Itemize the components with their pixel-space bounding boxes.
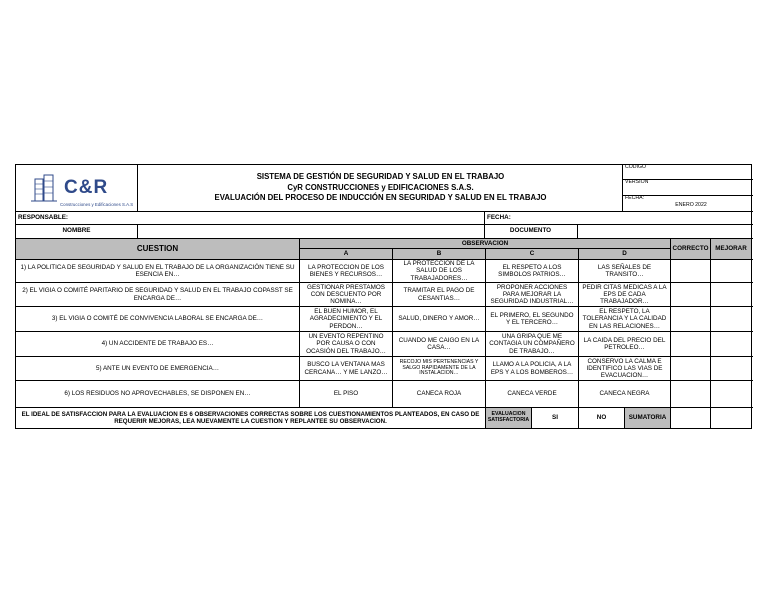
question-2: 2) EL VIGIA O COMITÉ PARITARIO DE SEGURIDAD Y SALUD EN EL TRABAJO COPASST SE ENCARGA DE… — [22, 287, 293, 302]
mejorar-4[interactable] — [711, 332, 751, 356]
question-3: 3) EL VIGIA O COMITÉ DE CONVIVENCIA LABORAL SE ENCARGA DE… — [51, 315, 264, 323]
option-4b[interactable]: CUANDO ME CAIGO EN LA CASA… — [398, 336, 480, 351]
option-4d[interactable]: LA CAIDA DEL PRECIO DEL PETROLEO… — [583, 336, 666, 351]
nombre-label: NOMBRE — [62, 227, 91, 235]
option-6d[interactable]: CANECA NEGRA — [599, 389, 650, 397]
logo-tagline: Construcciones y Edificaciones S.A.S — [60, 202, 134, 207]
evaluacion-label: EVALUACION SATISFACTORIA — [486, 408, 531, 428]
correcto-2[interactable] — [671, 283, 710, 306]
evaluation-form — [15, 164, 752, 429]
fecha-header-value: ENERO 2022 — [675, 202, 707, 208]
option-3d[interactable]: EL RESPETO, LA TOLERANCIA Y LA CALIDAD EN LAS RELACIONES… — [582, 308, 667, 330]
mejorar-1[interactable] — [711, 260, 751, 282]
question-5: 5) ANTE UN EVENTO DE EMERGENCIA… — [95, 364, 220, 372]
logo-initials: C&R — [64, 177, 109, 198]
mejorar-3[interactable] — [711, 307, 751, 331]
fecha-field[interactable] — [545, 211, 751, 224]
correcto-4[interactable] — [671, 332, 710, 356]
option-1d[interactable]: LAS SEÑALES DE TRANSITO… — [597, 263, 652, 278]
mejorar-5[interactable] — [711, 357, 751, 380]
option-6c[interactable]: CANECA VERDE — [507, 389, 557, 397]
fecha-header-label: FECHA: — [625, 196, 645, 201]
mejorar-2[interactable] — [711, 283, 751, 306]
option-6b[interactable]: CANECA ROJA — [416, 389, 462, 397]
option-5b[interactable]: RECOJO MIS PERTENENCIAS Y SALGO RAPIDAMENTE DE LA INSTALACION… — [399, 358, 479, 377]
title-block — [138, 165, 623, 211]
option-4c[interactable]: UNA GRIPA QUE ME CONTAGIA UN COMPAÑERO DE TRABAJO… — [489, 333, 575, 355]
si-label[interactable]: SI — [552, 414, 558, 422]
title-line-2: CyR CONSTRUCCIONES y EDIFICACIONES S.A.S. — [287, 182, 474, 192]
option-2d[interactable]: PEDIR CITAS MEDICAS A LA EPS DE CADA TRABAJADOR… — [582, 283, 667, 306]
option-2b[interactable]: TRAMITAR EL PAGO DE CESANTIAS… — [403, 287, 475, 302]
option-1c[interactable]: EL RESPETO A LOS SIMBOLOS PATRIOS… — [498, 263, 566, 278]
option-4a[interactable]: UN EVENTO REPENTINO POR CAUSA O CON OCASIÓN DEL TRABAJO… — [306, 333, 386, 355]
option-5c[interactable]: LLAMO A LA POLICIA, A LA EPS Y A LOS BOMBEROS… — [490, 361, 574, 376]
correcto-3[interactable] — [671, 307, 710, 331]
correcto-6[interactable] — [671, 381, 710, 406]
option-a-header: A — [300, 249, 392, 259]
documento-field[interactable] — [577, 224, 751, 238]
mejorar-header: MEJORAR — [711, 239, 751, 259]
no-label[interactable]: NO — [596, 414, 607, 422]
option-d-header: D — [579, 249, 670, 259]
option-2a[interactable]: GESTIONAR PRESTAMOS CON DESCUENTO POR NOMINA… — [307, 283, 385, 306]
option-1b[interactable]: LA PROTECCION DE LA SALUD DE LOS TRABAJADORES… — [403, 260, 475, 282]
correcto-header: CORRECTO — [671, 239, 710, 259]
codigo-label: CÓDIGO — [625, 165, 647, 170]
sumatoria-mejorar-field[interactable] — [711, 408, 751, 428]
option-2c[interactable]: PROPONER ACCIONES PARA MEJORAR LA SEGURIDAD INDUSTRIAL… — [490, 283, 574, 306]
sumatoria-correcto-field[interactable] — [671, 408, 710, 428]
title-line-1: SISTEMA DE GESTIÓN DE SEGURIDAD Y SALUD EN EL TRABAJO — [256, 172, 505, 182]
correcto-5[interactable] — [671, 357, 710, 380]
fecha-label: FECHA: — [487, 213, 511, 221]
satisfaction-note: EL IDEAL DE SATISFACCION PARA LA EVALUACION ES 6 OBSERVACIONES CORRECTAS SOBRE LOS CUESTIONAMIENTOS PLANTEADOS, EN CASO DE REQUERIR MEJORAS, LEA NUEVAMENTE LA CUESTION Y REPLANTEE SU OBSERVACION. — [21, 410, 480, 425]
question-1: 1) LA POLITICA DE SEGURIDAD Y SALUD EN EL TRABAJO DE LA ORGANIZACIÓN TIENE SU ESENCIA EN… — [20, 263, 295, 278]
option-6a[interactable]: EL PISO — [333, 389, 359, 397]
question-6: 6) LOS RESIDUOS NO APROVECHABLES, SE DISPONEN EN… — [64, 389, 251, 397]
sumatoria-label: SUMATORIA — [625, 408, 670, 428]
company-logo — [23, 173, 138, 211]
option-b-header: B — [393, 249, 485, 259]
question-4: 4) UN ACCIDENTE DE TRABAJO ES… — [101, 340, 214, 348]
option-3c[interactable]: EL PRIMERO, EL SEGUNDO Y EL TERCERO… — [490, 311, 574, 326]
nombre-field[interactable] — [137, 224, 484, 238]
option-3a[interactable]: EL BUEN HUMOR, EL AGRADECIMIENTO Y EL PERDON… — [309, 308, 383, 330]
responsable-field[interactable] — [137, 211, 484, 224]
correcto-1[interactable] — [671, 260, 710, 282]
cuestion-header: CUESTION — [16, 239, 299, 259]
option-5a[interactable]: BUSCO LA VENTANA MAS CERCANA… Y ME LANZO… — [304, 361, 388, 376]
title-line-3: EVALUACIÓN DEL PROCESO DE INDUCCIÓN EN SEGURIDAD Y SALUD EN EL TRABAJO — [214, 193, 547, 203]
option-5d[interactable]: CONSERVO LA CALMA E IDENTIFICO LAS VIAS DE EVACUACION… — [586, 357, 663, 380]
observacion-header: OBSERVACION — [300, 239, 670, 248]
version-label: VERSION — [625, 180, 649, 185]
documento-label: DOCUMENTO — [509, 227, 552, 235]
option-c-header: C — [486, 249, 578, 259]
option-3b[interactable]: SALUD, DINERO Y AMOR… — [398, 315, 480, 323]
option-1a[interactable]: LA PROTECCION DE LOS BIENES Y RECURSOS… — [308, 263, 384, 278]
responsable-label: RESPONSABLE: — [18, 213, 69, 221]
mejorar-6[interactable] — [711, 381, 751, 406]
